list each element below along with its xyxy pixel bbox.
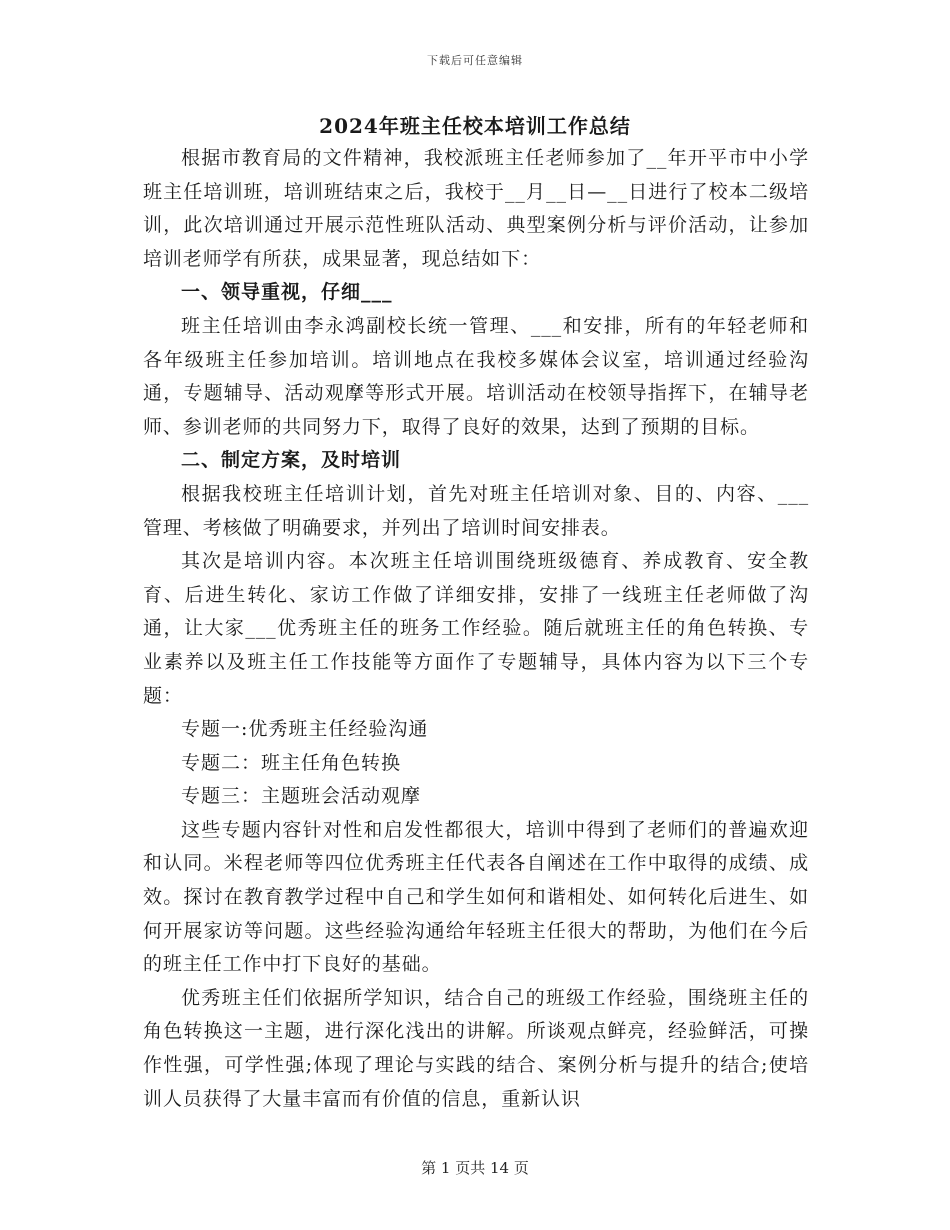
page-number-footer: 第 1 页共 14 页: [421, 1159, 529, 1177]
section-heading-1: 一、领导重视，仔细___: [181, 281, 393, 304]
document-body: [143, 142, 809, 1116]
document-title: 2024年班主任校本培训工作总结: [319, 114, 631, 138]
paragraph-plan: 根据我校班主任培训计划，首先对班主任培训对象、目的、内容、___管理、考核做了明确要求，并列出了培训时间安排表。: [143, 482, 809, 539]
paragraph-feedback: 这些专题内容针对性和启发性都很大，培训中得到了老师们的普遍欢迎和认同。米程老师等四位优秀班主任代表各自阐述在工作中取得的成绩、成效。探讨在教育教学过程中自己和学生如何和谐相处、如何转化后进生、如何开展家访等问题。这些经验沟通给年轻班主任很大的帮助，为他们在今后的班主任工作中打下良好的基础。: [143, 818, 809, 976]
paragraph-role-change: 优秀班主任们依据所学知识，结合自己的班级工作经验，围绕班主任的角色转换这一主题，进行深化浅出的讲解。所谈观点鲜亮，经验鲜活，可操作性强，可学性强;体现了理论与实践的结合、案例分析与提升的结合;使培训人员获得了大量丰富而有价值的信息，重新认识: [143, 986, 809, 1110]
paragraph-leadership: 班主任培训由李永鸿副校长统一管理、___和安排，所有的年轻老师和各年级班主任参加培训。培训地点在我校多媒体会议室，培训通过经验沟通，专题辅导、活动观摩等形式开展。培训活动在校领导指挥下，在辅导老师、参训老师的共同努力下，取得了良好的效果，达到了预期的目标。: [143, 314, 809, 438]
section-heading-2: 二、制定方案，及时培训: [181, 449, 402, 472]
paragraph-intro: 根据市教育局的文件精神，我校派班主任老师参加了__年开平市中小学班主任培训班，培训班结束之后，我校于__月__日—__日进行了校本二级培训，此次培训通过开展示范性班队活动、典型案例分析与评价活动，让参加培训老师学有所获，成果显著，现总结如下：: [143, 147, 809, 270]
paragraph-content: 其次是培训内容。本次班主任培训围绕班级德育、养成教育、安全教育、后进生转化、家访工作做了详细安排，安排了一线班主任老师做了沟通，让大家___优秀班主任的班务工作经验。随后就班主任的角色转换、专业素养以及班主任工作技能等方面作了专题辅导，具体内容为以下三个专题：: [143, 550, 809, 707]
topic-item-1: 专题一:优秀班主任经验沟通: [181, 718, 429, 741]
topic-item-3: 专题三：主题班会活动观摩: [181, 785, 422, 808]
topic-item-2: 专题二：班主任角色转换: [181, 751, 402, 774]
page-header-note: 下载后可任意编辑: [427, 54, 523, 67]
